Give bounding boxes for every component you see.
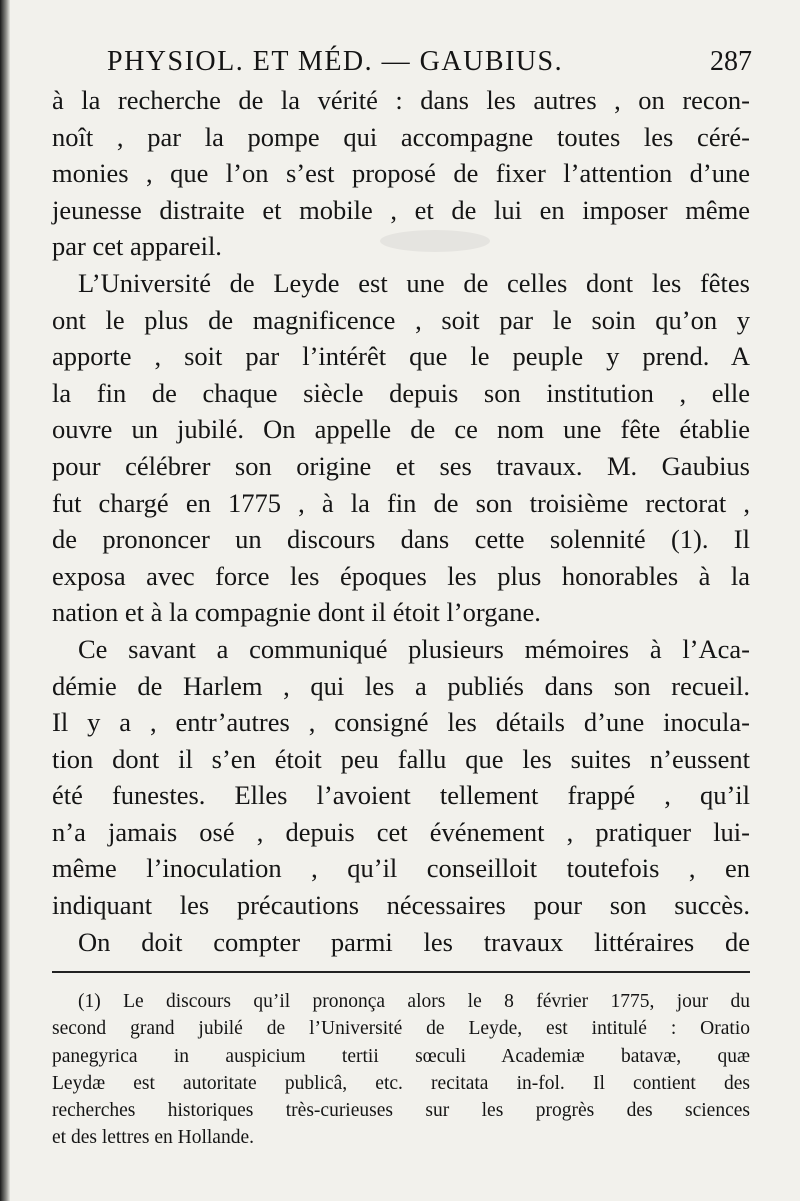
- footnote-line: Leydæ est autoritate publicâ, etc. recitata in-fol. Il contient des: [52, 1072, 750, 1094]
- text-line: même l’inoculation , qu’il conseilloit toutefois , en: [52, 853, 750, 884]
- footnote-line: et des lettres en Hollande.: [52, 1127, 254, 1149]
- body-text: [52, 82, 750, 960]
- footnote: [52, 988, 750, 1152]
- text-line: à la recherche de la vérité : dans les autres , on recon-: [52, 85, 750, 115]
- text-line: la fin de chaque siècle depuis son institution , elle: [52, 377, 750, 408]
- text-line: fut chargé en 1775 , à la fin de son troisième rectorat ,: [52, 487, 750, 518]
- text-line: noît , par la pompe qui accompagne toutes les céré-: [52, 121, 750, 152]
- footnote-line: second grand jubilé de l’Université de Leyde, est intitulé : Oratio: [52, 1018, 750, 1040]
- text-line: pour célébrer son origine et ses travaux. M. Gaubius: [52, 450, 750, 481]
- page-edge-shadow: [0, 0, 10, 1201]
- text-line: n’a jamais osé , depuis cet événement , pratiquer lui-: [52, 816, 750, 847]
- text-line: Il y a , entr’autres , consigné les détails d’une inocula-: [52, 707, 750, 738]
- running-title: PHYSIOL. ET MÉD. — GAUBIUS.: [107, 46, 564, 77]
- text-line: monies , que l’on s’est proposé de fixer l’attention d’une: [52, 158, 750, 189]
- text-line: été funestes. Elles l’avoient tellement frappé , qu’il: [52, 780, 750, 811]
- text-line: tion dont il s’en étoit peu fallu que les suites n’eussent: [52, 743, 750, 774]
- text-line: de prononcer un discours dans cette solennité (1). Il: [52, 524, 750, 555]
- paragraph-start-line: Ce savant a communiqué plusieurs mémoires à l’Aca-: [78, 633, 750, 664]
- paragraph-start-line: On doit compter parmi les travaux littéraires de: [78, 926, 750, 957]
- text-line: ouvre un jubilé. On appelle de ce nom une fête établie: [52, 414, 750, 445]
- text-line: indiquant les précautions nécessaires pour son succès.: [52, 890, 750, 921]
- paragraph-start-line: L’Université de Leyde est une de celles dont les fêtes: [78, 267, 750, 298]
- text-line: exposa avec force les époques les plus honorables à la: [52, 560, 750, 591]
- text-line: nation et à la compagnie dont il étoit l’organe.: [52, 597, 541, 628]
- text-line: démie de Harlem , qui les a publiés dans son recueil.: [52, 670, 750, 701]
- page-header: [52, 42, 752, 82]
- text-line: jeunesse distraite et mobile , et de lui en imposer même: [52, 194, 750, 225]
- footnote-line: panegyrica in auspicium tertii sœculi Academiæ batavæ, quæ: [52, 1045, 750, 1067]
- text-line: apporte , soit par l’intérêt que le peuple y prend. A: [52, 341, 750, 372]
- footnote-line: (1) Le discours qu’il prononça alors le 8 février 1775, jour du: [78, 991, 750, 1012]
- text-line: par cet appareil.: [52, 231, 222, 262]
- page-number: 287: [710, 46, 752, 77]
- footnote-separator: [52, 971, 750, 973]
- footnote-line: recherches historiques très-curieuses sur les progrès des sciences: [52, 1100, 750, 1122]
- text-line: ont le plus de magnificence , soit par le soin qu’on y: [52, 304, 750, 335]
